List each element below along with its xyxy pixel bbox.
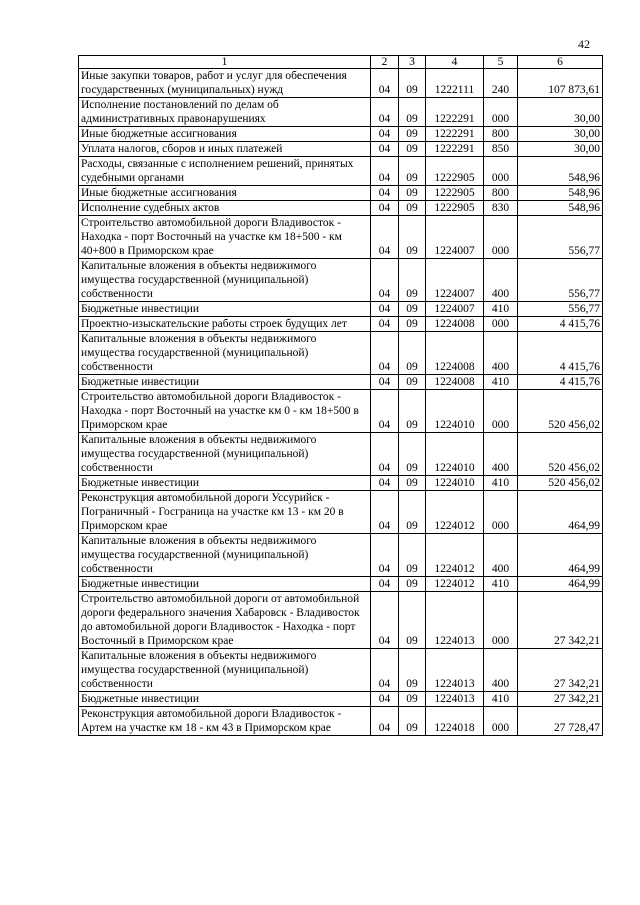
row-amount-cell: 464,99 [518,491,603,534]
row-amount-cell: 30,00 [518,142,603,157]
row-name-cell: Бюджетные инвестиции [79,476,371,491]
row-expense-type-cell: 000 [484,216,518,259]
row-section-cell: 04 [371,692,399,707]
row-subsection-cell: 09 [399,69,426,98]
row-target-code-cell: 1222291 [426,127,484,142]
row-target-code-cell: 1222111 [426,69,484,98]
row-subsection-cell: 09 [399,649,426,692]
table-row [79,69,603,98]
table-row [79,259,603,302]
row-section-cell: 04 [371,142,399,157]
row-target-code-cell: 1222905 [426,186,484,201]
row-expense-type-cell: 410 [484,302,518,317]
row-target-code-cell: 1222905 [426,157,484,186]
row-target-code-cell: 1224012 [426,534,484,577]
row-target-code-cell: 1224008 [426,332,484,375]
row-target-code-cell: 1224008 [426,317,484,332]
row-expense-type-cell: 000 [484,592,518,649]
row-section-cell: 04 [371,649,399,692]
row-subsection-cell: 09 [399,157,426,186]
table-row [79,186,603,201]
row-name-cell: Исполнение постановлений по делам об административных правонарушениях [79,98,371,127]
row-subsection-cell: 09 [399,592,426,649]
row-section-cell: 04 [371,201,399,216]
row-subsection-cell: 09 [399,390,426,433]
row-section-cell: 04 [371,332,399,375]
row-target-code-cell: 1224013 [426,592,484,649]
row-expense-type-cell: 000 [484,157,518,186]
row-name-cell: Исполнение судебных актов [79,201,371,216]
row-name-cell: Бюджетные инвестиции [79,302,371,317]
header-col-1: 1 [79,56,371,69]
row-target-code-cell: 1222905 [426,201,484,216]
row-expense-type-cell: 800 [484,127,518,142]
row-name-cell: Строительство автомобильной дороги Владивосток - Находка - порт Восточный на участке км 0 - км 18+500 в Приморском крае [79,390,371,433]
row-subsection-cell: 09 [399,491,426,534]
row-expense-type-cell: 400 [484,534,518,577]
row-subsection-cell: 09 [399,707,426,736]
table-row [79,332,603,375]
row-target-code-cell: 1222291 [426,142,484,157]
row-section-cell: 04 [371,433,399,476]
row-amount-cell: 520 456,02 [518,476,603,491]
table-row [79,390,603,433]
row-section-cell: 04 [371,259,399,302]
row-name-cell: Капитальные вложения в объекты недвижимого имущества государственной (муниципальной) собственности [79,332,371,375]
row-expense-type-cell: 850 [484,142,518,157]
table-row [79,201,603,216]
row-amount-cell: 556,77 [518,302,603,317]
row-section-cell: 04 [371,476,399,491]
row-name-cell: Капитальные вложения в объекты недвижимого имущества государственной (муниципальной) собственности [79,649,371,692]
row-target-code-cell: 1224012 [426,577,484,592]
row-name-cell: Реконструкция автомобильной дороги Уссурийск - Пограничный - Госграница на участке км 13 - км 20 в Приморском крае [79,491,371,534]
row-section-cell: 04 [371,98,399,127]
row-target-code-cell: 1224007 [426,216,484,259]
row-amount-cell: 27 342,21 [518,692,603,707]
row-name-cell: Капитальные вложения в объекты недвижимого имущества государственной (муниципальной) собственности [79,259,371,302]
row-expense-type-cell: 240 [484,69,518,98]
row-amount-cell: 548,96 [518,157,603,186]
row-amount-cell: 107 873,61 [518,69,603,98]
row-subsection-cell: 09 [399,216,426,259]
row-amount-cell: 4 415,76 [518,375,603,390]
row-subsection-cell: 09 [399,201,426,216]
row-subsection-cell: 09 [399,127,426,142]
row-name-cell: Строительство автомобильной дороги от автомобильной дороги федерального значения Хабаровск - Владивосток до автомобильной дороги Владивосток - Находка - порт Восточный в Приморском крае [79,592,371,649]
row-name-cell: Проектно-изыскательские работы строек будущих лет [79,317,371,332]
header-row [79,56,603,69]
row-expense-type-cell: 000 [484,317,518,332]
row-amount-cell: 464,99 [518,534,603,577]
row-target-code-cell: 1224008 [426,375,484,390]
row-subsection-cell: 09 [399,98,426,127]
row-expense-type-cell: 800 [484,186,518,201]
row-section-cell: 04 [371,577,399,592]
header-col-4: 4 [426,56,484,69]
row-expense-type-cell: 000 [484,390,518,433]
row-subsection-cell: 09 [399,317,426,332]
row-name-cell: Уплата налогов, сборов и иных платежей [79,142,371,157]
row-target-code-cell: 1224007 [426,302,484,317]
row-subsection-cell: 09 [399,433,426,476]
table-row [79,649,603,692]
table-row [79,216,603,259]
row-name-cell: Строительство автомобильной дороги Владивосток - Находка - порт Восточный на участке км 18+500 - км 40+800 в Приморском крае [79,216,371,259]
row-target-code-cell: 1224018 [426,707,484,736]
row-expense-type-cell: 830 [484,201,518,216]
row-expense-type-cell: 000 [484,491,518,534]
table-row [79,157,603,186]
row-amount-cell: 27 728,47 [518,707,603,736]
row-subsection-cell: 09 [399,692,426,707]
table-row [79,476,603,491]
table-row [79,707,603,736]
row-target-code-cell: 1224012 [426,491,484,534]
row-name-cell: Капитальные вложения в объекты недвижимого имущества государственной (муниципальной) собственности [79,433,371,476]
row-section-cell: 04 [371,69,399,98]
row-amount-cell: 27 342,21 [518,592,603,649]
row-subsection-cell: 09 [399,332,426,375]
table-row [79,534,603,577]
row-section-cell: 04 [371,707,399,736]
row-section-cell: 04 [371,592,399,649]
row-name-cell: Иные бюджетные ассигнования [79,127,371,142]
row-section-cell: 04 [371,534,399,577]
row-section-cell: 04 [371,127,399,142]
row-amount-cell: 556,77 [518,259,603,302]
table-row [79,142,603,157]
row-expense-type-cell: 410 [484,476,518,491]
row-expense-type-cell: 000 [484,707,518,736]
row-target-code-cell: 1224013 [426,692,484,707]
row-section-cell: 04 [371,302,399,317]
row-section-cell: 04 [371,390,399,433]
header-col-5: 5 [484,56,518,69]
row-target-code-cell: 1224010 [426,433,484,476]
table-row [79,375,603,390]
row-expense-type-cell: 410 [484,692,518,707]
table-row [79,692,603,707]
row-expense-type-cell: 400 [484,649,518,692]
row-amount-cell: 27 342,21 [518,649,603,692]
row-expense-type-cell: 410 [484,577,518,592]
row-name-cell: Бюджетные инвестиции [79,375,371,390]
row-subsection-cell: 09 [399,186,426,201]
table-row [79,302,603,317]
row-subsection-cell: 09 [399,476,426,491]
row-amount-cell: 4 415,76 [518,317,603,332]
row-name-cell: Реконструкция автомобильной дороги Владивосток - Артем на участке км 18 - км 43 в Приморском крае [79,707,371,736]
budget-table [78,55,603,736]
row-amount-cell: 548,96 [518,186,603,201]
row-amount-cell: 30,00 [518,98,603,127]
row-expense-type-cell: 410 [484,375,518,390]
header-col-6: 6 [518,56,603,69]
row-expense-type-cell: 400 [484,332,518,375]
row-section-cell: 04 [371,491,399,534]
row-subsection-cell: 09 [399,577,426,592]
row-name-cell: Бюджетные инвестиции [79,577,371,592]
row-amount-cell: 520 456,02 [518,433,603,476]
row-amount-cell: 4 415,76 [518,332,603,375]
row-name-cell: Иные бюджетные ассигнования [79,186,371,201]
table-row [79,592,603,649]
row-expense-type-cell: 400 [484,433,518,476]
row-section-cell: 04 [371,216,399,259]
row-target-code-cell: 1224010 [426,476,484,491]
row-expense-type-cell: 400 [484,259,518,302]
table-body [79,69,603,736]
table-row [79,577,603,592]
table-header [79,56,603,69]
row-name-cell: Бюджетные инвестиции [79,692,371,707]
row-subsection-cell: 09 [399,375,426,390]
row-target-code-cell: 1224013 [426,649,484,692]
row-subsection-cell: 09 [399,259,426,302]
row-section-cell: 04 [371,317,399,332]
header-col-2: 2 [371,56,399,69]
row-amount-cell: 520 456,02 [518,390,603,433]
table-row [79,317,603,332]
table-row [79,433,603,476]
row-amount-cell: 548,96 [518,201,603,216]
row-target-code-cell: 1222291 [426,98,484,127]
row-amount-cell: 464,99 [518,577,603,592]
table-row [79,491,603,534]
table-row [79,98,603,127]
row-subsection-cell: 09 [399,142,426,157]
row-section-cell: 04 [371,375,399,390]
row-name-cell: Иные закупки товаров, работ и услуг для обеспечения государственных (муниципальных) нужд [79,69,371,98]
row-expense-type-cell: 000 [484,98,518,127]
table-row [79,127,603,142]
row-target-code-cell: 1224010 [426,390,484,433]
page-number: 42 [578,37,590,51]
row-subsection-cell: 09 [399,302,426,317]
header-col-3: 3 [399,56,426,69]
row-section-cell: 04 [371,157,399,186]
row-target-code-cell: 1224007 [426,259,484,302]
row-subsection-cell: 09 [399,534,426,577]
row-amount-cell: 556,77 [518,216,603,259]
row-amount-cell: 30,00 [518,127,603,142]
row-name-cell: Капитальные вложения в объекты недвижимого имущества государственной (муниципальной) собственности [79,534,371,577]
row-name-cell: Расходы, связанные с исполнением решений, принятых судебными органами [79,157,371,186]
row-section-cell: 04 [371,186,399,201]
